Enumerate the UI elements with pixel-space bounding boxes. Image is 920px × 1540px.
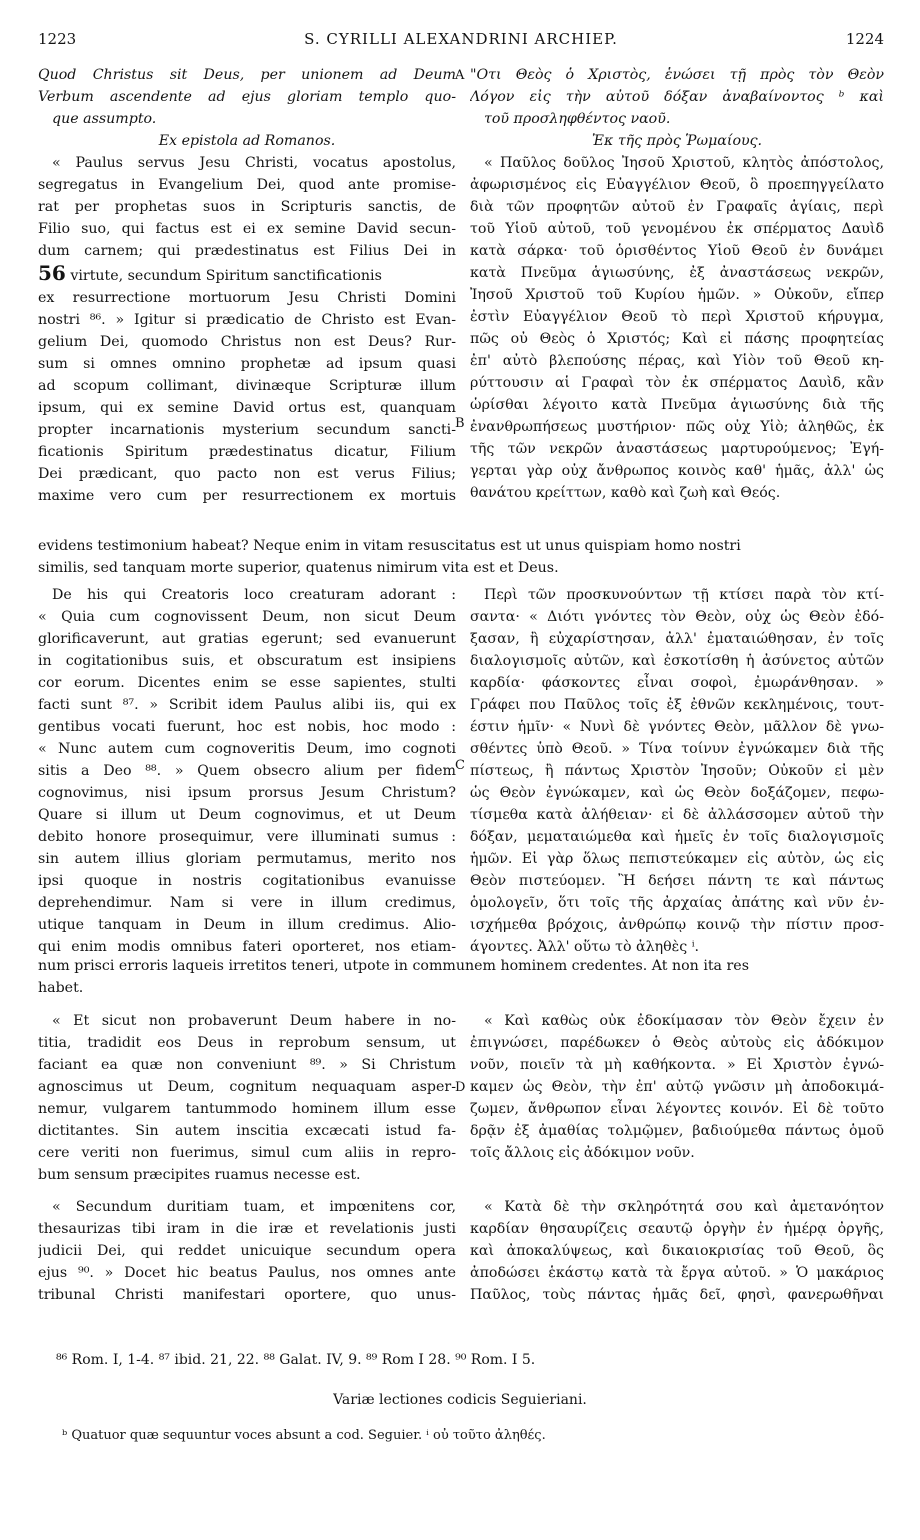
text-line: Περὶ τῶν προσκυνούντων τῇ κτίσει παρὰ τὸν κτί- xyxy=(484,587,884,603)
text-line: utique tanquam in Deum in illum credimus. Alio- xyxy=(38,917,456,933)
text-line: cognovimus, nisi ipsum prorsus Jesum Christum? xyxy=(38,785,456,801)
text-line: Dei prædicant, quo pacto non est verus Filius; xyxy=(38,466,456,482)
text-line: καρδίαν θησαυρίζεις σεαυτῷ ὀργὴν ἐν ἡμέρᾳ ὀργῆς, xyxy=(470,1221,884,1237)
wide-line-1a: evidens testimonium habeat? Neque enim in vitam resuscitatus est ut unus quispiam homo nostri xyxy=(38,538,741,554)
footnotes: ⁸⁶ Rom. I, 1-4. ⁸⁷ ibid. 21, 22. ⁸⁸ Galat. IV, 9. ⁸⁹ Rom I 28. ⁹⁰ Rom. I 5. xyxy=(56,1352,536,1368)
text-line: διὰ τῶν προφητῶν αὐτοῦ ἐν Γραφαῖς ἁγίαις, περὶ xyxy=(470,199,884,215)
text-line: qui enim modis omnibus fateri oporteret, nos etiam- xyxy=(38,939,456,955)
text-line: καρδία· φάσκοντες εἶναι σοφοὶ, ἐμωράνθησαν. » xyxy=(470,675,884,691)
text-line: bum sensum præcipites ruamus necesse est. xyxy=(38,1167,361,1183)
text-line: τίσμεθα κατὰ ἀλήθειαν· εἰ δὲ ἀλλάσσομεν αὐτοῦ τὴν xyxy=(470,807,884,823)
text-line: rat per prophetas suos in Scripturis sanctis, de xyxy=(38,199,456,215)
greek-column-section-1 xyxy=(470,64,884,504)
text-line: Ἰησοῦ Χριστοῦ τοῦ Κυρίου ἡμῶν. » Οὐκοῦν, εἴπερ xyxy=(470,287,884,303)
text-line: De his qui Creatoris loco creaturam adorant : xyxy=(52,587,456,603)
text-line: Filio suo, qui factus est ei ex semine David secun- xyxy=(38,221,456,237)
text-line: τοῦ προσληφθέντος ναοῦ. xyxy=(484,111,671,127)
text-line: Verbum ascendente ad ejus gloriam templo quo- xyxy=(38,89,456,105)
text-line: τῆς τῶν νεκρῶν ἀναστάσεως μαρτυρούμενος; Ἐγή- xyxy=(470,441,884,457)
text-line: sin autem illius gloriam permutamus, merito nos xyxy=(38,851,456,867)
text-line: agnoscimus ut Deum, cognitum nequaquam asper- xyxy=(38,1079,456,1095)
text-line: Ex epistola ad Romanos. xyxy=(158,133,336,149)
variae-lectiones-heading: Variæ lectiones codicis Seguieriani. xyxy=(333,1392,587,1408)
text-line: sum si omnes omnino prophetæ ad ipsum quasi xyxy=(38,356,456,372)
latin-column-section-1 xyxy=(38,64,456,507)
text-line: ἀφωρισμένος εἰς Εὐαγγέλιον Θεοῦ, ὃ προεπηγγείλατο xyxy=(470,177,884,193)
text-line: ad scopum collimant, divinæque Scripturæ illum xyxy=(38,378,456,394)
text-line: « Quia cum cognovissent Deum, non sicut Deum xyxy=(38,609,456,625)
text-line: ipsi quoque in nostris cogitationibus evanuisse xyxy=(38,873,456,889)
text-line: ρύττουσιν αἱ Γραφαὶ τὸν ἐκ σπέρματος Δαυὶδ, κἂν xyxy=(470,375,884,391)
wide-line-2b: habet. xyxy=(38,980,84,996)
text-line: άγοντες. Ἀλλ' οὕτω τὸ ἀληθὲς ⁱ. xyxy=(470,939,700,955)
text-line xyxy=(38,262,456,287)
text-line: ξασαν, ἢ εὐχαρίστησαν, ἀλλ' ἐματαιώθησαν, ἐν τοῖς xyxy=(470,631,884,647)
text-line: τοῦ Υἱοῦ αὐτοῦ, τοῦ γενομένου ἐκ σπέρματος Δαυὶδ xyxy=(470,221,884,237)
text-line: « Et sicut non probaverunt Deum habere in no- xyxy=(52,1013,456,1029)
text-line: ισχήμεθα βρόχοις, ἀνθρώπῳ κοινῷ τὴν πίστιν προσ- xyxy=(470,917,884,933)
running-title: S. CYRILLI ALEXANDRINI ARCHIEP. xyxy=(304,30,618,48)
margin-letter-a: A xyxy=(455,68,465,83)
text-line: ἐνανθρωπήσεως μυστήριον· πῶς οὐχ Υἱὸ; ἀληθῶς, ἐκ xyxy=(470,419,884,435)
text-line: titia, tradidit eos Deus in reprobum sensum, ut xyxy=(38,1035,456,1051)
text-line: debito honore prosequimur, vere illuminati sumus : xyxy=(38,829,456,845)
text-line: « Καὶ καθὼς οὐκ ἐδοκίμασαν τὸν Θεὸν ἔχειν ἐν xyxy=(484,1013,884,1029)
wide-line-2a: num prisci erroris laqueis irretitos teneri, utpote in communem hominem credentes. At non ita res xyxy=(38,958,749,974)
text-line: dum carnem; qui prædestinatus est Filius Dei in xyxy=(38,243,456,259)
text-line: καὶ ἀποκαλύψεως, καὶ δικαιοκρισίας τοῦ Θεοῦ, ὃς xyxy=(470,1243,884,1259)
text-line: « Κατὰ δὲ τὴν σκληρότητά σου καὶ ἀμετανόητον xyxy=(484,1199,884,1215)
text-line: Λόγον εἰς τὴν αὐτοῦ δόξαν ἀναβαίνοντος ᵇ καὶ xyxy=(470,89,884,105)
text-line: ipsum, qui ex semine David ortus est, quanquam xyxy=(38,400,456,416)
text-line: ficationis Spiritum prædestinatus dicatur, Filium xyxy=(38,444,456,460)
text-line: gentibus vocati fuerunt, hoc est nobis, hoc modo : xyxy=(38,719,456,735)
text-line: in cogitationibus suis, et obscuratum est insipiens xyxy=(38,653,456,669)
text-line: καμεν ὡς Θεὸν, τὴν ἐπ' αὐτῷ γνῶσιν μὴ ἀποδοκιμά- xyxy=(470,1079,884,1095)
block-number: 56 xyxy=(38,262,66,285)
text-line: νοῦν, ποιεῖν τὰ μὴ καθήκοντα. » Εἰ Χριστὸν ἐγνώ- xyxy=(470,1057,884,1073)
text-line: σθέντες ὑπὸ Θεοῦ. » Τίνα τοίνυν ἐγνώκαμεν διὰ τῆς xyxy=(470,741,884,757)
wide-line-1b: similis, sed tanquam morte superior, quatenus nimirum vita est et Deus. xyxy=(38,560,559,576)
variant-notes: ᵇ Quatuor quæ sequuntur voces absunt a cod. Seguier. ⁱ οὐ τοῦτο ἀληθές. xyxy=(62,1428,546,1443)
greek-column-section-2 xyxy=(470,584,884,958)
latin-column-section-2 xyxy=(38,584,456,958)
text-line: ἐπιγνώσει, παρέδωκεν ὁ Θεὸς αὐτοὺς εἰς ἀδόκιμον xyxy=(470,1035,884,1051)
text-line: Παῦλος, τοὺς πάντας ἡμᾶς δεῖ, φησὶ, φανερωθῆναι xyxy=(470,1287,884,1303)
text-line: « Secundum duritiam tuam, et impœnitens cor, xyxy=(52,1199,456,1215)
text-line: κατὰ σάρκα· τοῦ ὁρισθέντος Υἱοῦ Θεοῦ ἐν δυνάμει xyxy=(470,243,884,259)
text-line: έστιν ἡμῖν· « Νυνὶ δὲ γνόντες Θεὸν, μᾶλλον δὲ γνω- xyxy=(470,719,884,735)
text-line: πίστεως, ἢ πάντως Χριστὸν Ἰησοῦν; Οὐκοῦν εἰ μὲν xyxy=(470,763,884,779)
text-line: facti sunt ⁸⁷. » Scribit idem Paulus alibi iis, qui ex xyxy=(38,697,456,713)
text-line: Γράφει που Παῦλος τοῖς ἐξ ἐθνῶν κεκλημένοις, τουτ- xyxy=(470,697,884,713)
text-line: maxime vero cum per resurrectionem ex mortuis xyxy=(38,488,456,504)
text-line: τοῖς ἄλλοις εἰς ἀδόκιμον νοῦν. xyxy=(470,1145,695,1161)
text-line: ὁμολογεῖν, ὅτι τοῖς τῆς ἀρχαίας ἀπάτης καὶ νῦν ἐν- xyxy=(470,895,884,911)
text-line: nostri ⁸⁶. » Igitur si prædicatio de Christo est Evan- xyxy=(38,312,456,328)
text-line: ζωμεν, ἄνθρωπον εἶναι λέγοντες κοινόν. Εἰ δὲ τοῦτο xyxy=(470,1101,884,1117)
greek-column-section-4 xyxy=(470,1196,884,1306)
latin-column-section-3 xyxy=(38,1010,456,1186)
text-line: tribunal Christi manifestari oportere, quo unus- xyxy=(38,1287,456,1303)
text-line: deprehendimur. Nam si vere in illum credimus, xyxy=(38,895,456,911)
text-line: πῶς οὐ Θεὸς ὁ Χριστός; Καὶ εἰ πάσης προφητείας xyxy=(470,331,884,347)
text-line: ἐστὶν Εὐαγγέλιον Θεοῦ τὸ περὶ Χριστοῦ κήρυγμα, xyxy=(470,309,884,325)
text-line: ἐπ' αὐτὸ βλεπούσης πέρας, καὶ Υἱὸν τοῦ Θεοῦ κη- xyxy=(470,353,884,369)
text-line: σαντα· « Διότι γνόντες τὸν Θεὸν, οὐχ ὡς Θεὸν ἐδό- xyxy=(470,609,884,625)
text-line: ex resurrectione mortuorum Jesu Christi Domini xyxy=(38,290,456,306)
left-column-number: 1223 xyxy=(38,30,77,48)
latin-column-section-4 xyxy=(38,1196,456,1306)
text-line: gelium Dei, quomodo Christus non est Deus? Rur- xyxy=(38,334,456,350)
text-line: ἡμῶν. Εἰ γὰρ ὅλως πεπιστεύκαμεν εἰς αὐτὸν, ὡς εἰς xyxy=(470,851,884,867)
text-line: ἀποδώσει ἑκάστῳ κατὰ τὰ ἔργα αὐτοῦ. » Ὁ μακάριος xyxy=(470,1265,884,1281)
text-line: διαλογισμοῖς αὐτῶν, καὶ ἐσκοτίσθη ἡ ἀσύνετος αὐτῶν xyxy=(470,653,884,669)
text-line: « Παῦλος δοῦλος Ἰησοῦ Χριστοῦ, κλητὸς ἀπόστολος, xyxy=(484,155,884,171)
margin-letter-d: D xyxy=(455,1080,466,1095)
text-line: κατὰ Πνεῦμα ἁγιωσύνης, ἐξ ἀναστάσεως νεκρῶν, xyxy=(470,265,884,281)
text-line: δόξαν, μεματαιώμεθα καὶ ἡμεῖς ἐν τοῖς διαλογισμοῖς xyxy=(470,829,884,845)
text-line: « Nunc autem cum cognoveritis Deum, imo cognoti xyxy=(38,741,456,757)
text-line: γερται γὰρ οὐχ ἄνθρωπος κοινὸς καθ' ἡμᾶς, ἀλλ' ὡς xyxy=(470,463,884,479)
text-line: "Οτι Θεὸς ὁ Χριστὸς, ἑνώσει τῇ πρὸς τὸν Θεὸν xyxy=(470,67,884,83)
margin-letter-b: B xyxy=(455,416,465,431)
text-line: glorificaverunt, aut gratias egerunt; sed evanuerunt xyxy=(38,631,456,647)
text-line: « Paulus servus Jesu Christi, vocatus apostolus, xyxy=(52,155,456,171)
text-line: ὡς Θεὸν ἐγνώκαμεν, καὶ ὡς Θεὸν δοξάζομεν, πεφω- xyxy=(470,785,884,801)
text-line: ejus ⁹⁰. » Docet hic beatus Paulus, nos omnes ante xyxy=(38,1265,456,1281)
text-line: Θεὸν πιστεύομεν. Ἢ δεήσει πάντη τε καὶ πάντως xyxy=(470,873,884,889)
right-column-number: 1224 xyxy=(845,30,884,48)
text-line: que assumpto. xyxy=(52,111,157,127)
text-line: sitis a Deo ⁸⁸. » Quem obsecro alium per fidem xyxy=(38,763,456,779)
text-line: thesaurizas tibi iram in die iræ et revelationis justi xyxy=(38,1221,456,1237)
text-span: virtute, secundum Spiritum sanctificationis xyxy=(65,268,382,284)
text-line: nemur, vulgarem tantummodo hominem illum esse xyxy=(38,1101,456,1117)
text-line: Ἐκ τῆς πρὸς Ῥωμαίους. xyxy=(591,133,763,149)
text-line: propter incarnationis mysterium secundum sancti- xyxy=(38,422,456,438)
greek-column-section-3 xyxy=(470,1010,884,1164)
text-line: judicii Dei, qui reddet unicuique secundum opera xyxy=(38,1243,456,1259)
text-line: δρᾷν ἐξ ἀμαθίας τολμῷμεν, βαδιούμεθα πάντως ὁμοῦ xyxy=(470,1123,884,1139)
page-header xyxy=(38,30,884,56)
text-line: ὡρίσθαι λέγοιτο κατὰ Πνεῦμα ἁγιωσύνης διὰ τῆς xyxy=(470,397,884,413)
text-line: Quod Christus sit Deus, per unionem ad Deum xyxy=(38,67,456,83)
text-line: cere veriti non fuerimus, simul cum aliis in repro- xyxy=(38,1145,456,1161)
text-line: cor eorum. Dicentes enim se esse sapientes, stulti xyxy=(38,675,456,691)
text-line: faciant ea quæ non conveniunt ⁸⁹. » Si Christum xyxy=(38,1057,456,1073)
margin-letter-c: C xyxy=(455,758,465,773)
text-line: θανάτου κρείττων, καθὸ καὶ ζωὴ καὶ Θεός. xyxy=(470,485,781,501)
text-line: Quare si illum ut Deum cognovimus, et ut Deum xyxy=(38,807,456,823)
text-line: segregatus in Evangelium Dei, quod ante promise- xyxy=(38,177,456,193)
text-line: dictitantes. Sin autem inscitia excæcati istud fa- xyxy=(38,1123,456,1139)
